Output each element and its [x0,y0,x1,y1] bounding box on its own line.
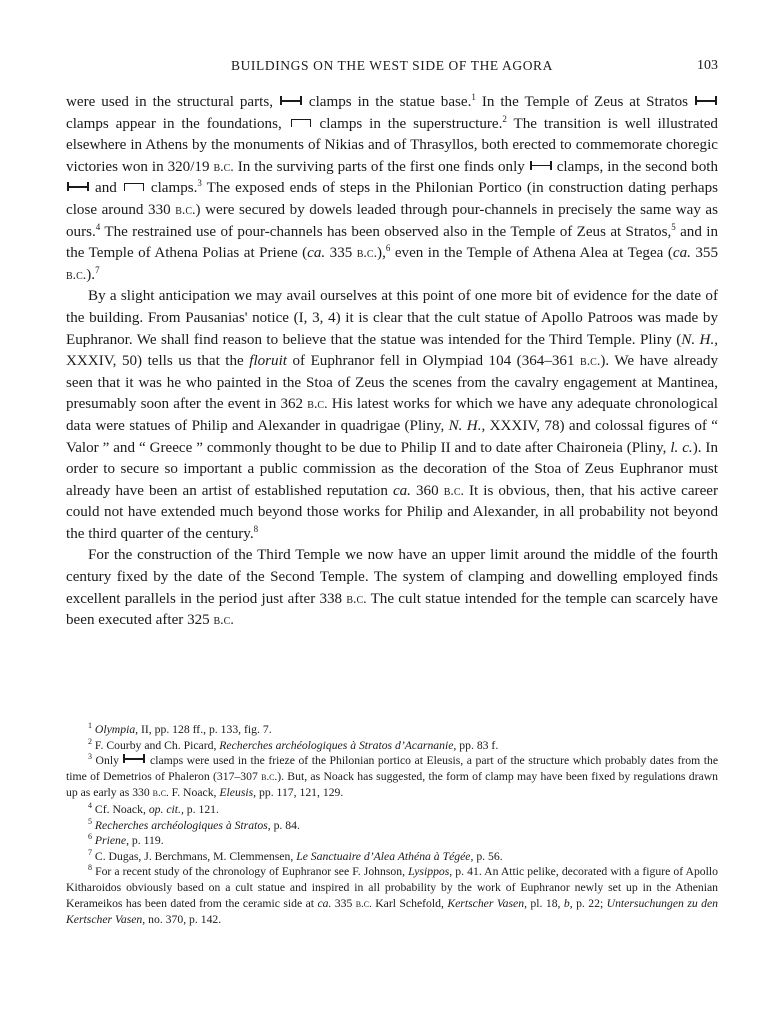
footnote-ref: 7 [95,264,100,275]
double-t-clamp-icon [66,182,90,191]
page-number: 103 [697,58,718,73]
footnote-7: $^7$ C. Dugas, J. Berchmans, M. Clemmensen, Le Sanctuaire d’Alea Athéna à Tégée, p. 56. [88,847,503,863]
page [66,58,718,632]
footnote-ref: 5 [671,221,676,232]
pi-clamp-icon [122,182,146,191]
paragraph-3: For the construction of the Third Temple we now have an upper limit around the middle of the fourth century fixed by the date of the Second Temple. The system of clamping and dowelling employed finds excellent parallels in the period just after 338 b.c. The cult statue intended for the temple can scarcely have been executed after 325 b.c. [66,547,718,629]
footnote-ref: 2 [502,113,507,124]
footnote-5: $^5$ Recherches archéologiques à Stratos, p. 84. [88,816,300,832]
paragraph-2: By a slight anticipation we may avail ourselves at this point of one more bit of evidence for the date of the building. From Pausanias' notice (I, 3, 4) it is clear that the cult statue of Apollo Patroos was made by Euphranor. We shall find reason to believe that the statue was intended for the Third Temple. Pliny (N. H., XXXIV, 50) tells us that the floruit of Euphranor fell in Olympiad 104 (364–361 b.c.). We have already seen that it was he who painted in the Stoa of Zeus the scenes from the cavalry engagement at Mantinea, presumably soon after the event in 362 b.c. His latest works for which we have any adequate chronological data were statues of Philip and Alexander in quadrigae (Pliny, N. H., XXXIV, 78) and colossal figures of “ Valor ” and “ Greece ” commonly thought to be due to Philip II and to date after Chaironeia (Pliny, l. c.). In order to secure so important a public commission as the decoration of the Stoa of Zeus Euphranor must already have been an artist of established reputation ca. 360 b.c. It is obvious, then, that his active career could not have extended much beyond those works for Philip and Alexander, in all probability not beyond the third quarter of the century.$^8$ [66,288,719,542]
paragraph-1: were used in the structural parts, clamps in the statue base.$^1$ In the Temple of Zeus at Stratos clamps appear in the foundations, clamps in the superstructure.$^2$ The transition is well illustrated elsewhere in Athens by the monuments of Nikias and of Thrasyllos, both erected to commemorate choregic victories won in 320/19 b.c. In the surviving parts of the first one finds only clamps, in the second both and clamps.$^3$ The exposed ends of steps in the Philonian Portico (in construction dating perhaps close around 330 b.c.) were secured by dowels leaded through pour-channels in precisely the same way as ours.$^4$ The restrained use of pour-channels has been observed also in the Temple of Zeus at Stratos,$^5$ and in the Temple of Athena Polias at Priene (ca. 335 b.c.),$^6$ even in the Temple of Athena Alea at Tegea (ca. 355 b.c.).$^7$ [66,91,719,283]
double-t-clamp-icon [279,96,303,105]
double-t-clamp-icon [122,754,146,763]
footnote-1: $^1$ Olympia, II, pp. 128 ff., p. 133, fig. 7. [88,721,272,736]
footnote-3: $^3$ Only clamps were used in the frieze of the Philonian portico at Eleusis, a part of the structure which probably dates from the time of Demetrios of Phaleron (317–307 b.c.). But, as Noack has suggested, the form of clamp may have been fixed by regulations drawn up as early as 330 b.c. F. Noack, Eleusis, pp. 117, 121, 129. [66,752,719,800]
footnote-ref: 8 [253,523,259,534]
footnote-2: $^2$ F. Courby and Ch. Picard, Recherches archéologiques à Stratos d’Acarnanie, pp. 83 f. [88,736,499,752]
footnotes [66,722,718,928]
footnote-8: $^8$ For a recent study of the chronology of Euphranor see F. Johnson, Lysippos, p. 41. An Attic pelike, decorated with a figure of Apollo Kitharoidos obviously based on a cult statue and inspired in all probability by the work of Euphranor newly set up in the Athenian Kerameikos has been dated from the ceramic side at ca. 335 b.c. Karl Schefold, Kertscher Vasen, pl. 18, b, p. 22; Untersuchungen zu den Kertscher Vasen, no. 370, p. 142. [66,863,719,927]
footnote-ref: 4 [95,221,101,232]
footnote-ref: 6 [385,243,391,254]
pi-clamp-icon [289,118,313,127]
double-t-clamp-icon [694,96,718,105]
footnote-6: $^6$ Priene, p. 119. [88,832,164,848]
main-text [66,92,718,632]
footnote-4: $^4$ Cf. Noack, op. cit., p. 121. [88,801,219,816]
footnote-ref: 1 [471,91,476,102]
double-t-clamp-icon [529,161,553,170]
running-title: BUILDINGS ON THE WEST SIDE OF THE AGORA [230,58,554,73]
running-head [66,58,718,80]
footnote-ref: 3 [197,178,202,189]
